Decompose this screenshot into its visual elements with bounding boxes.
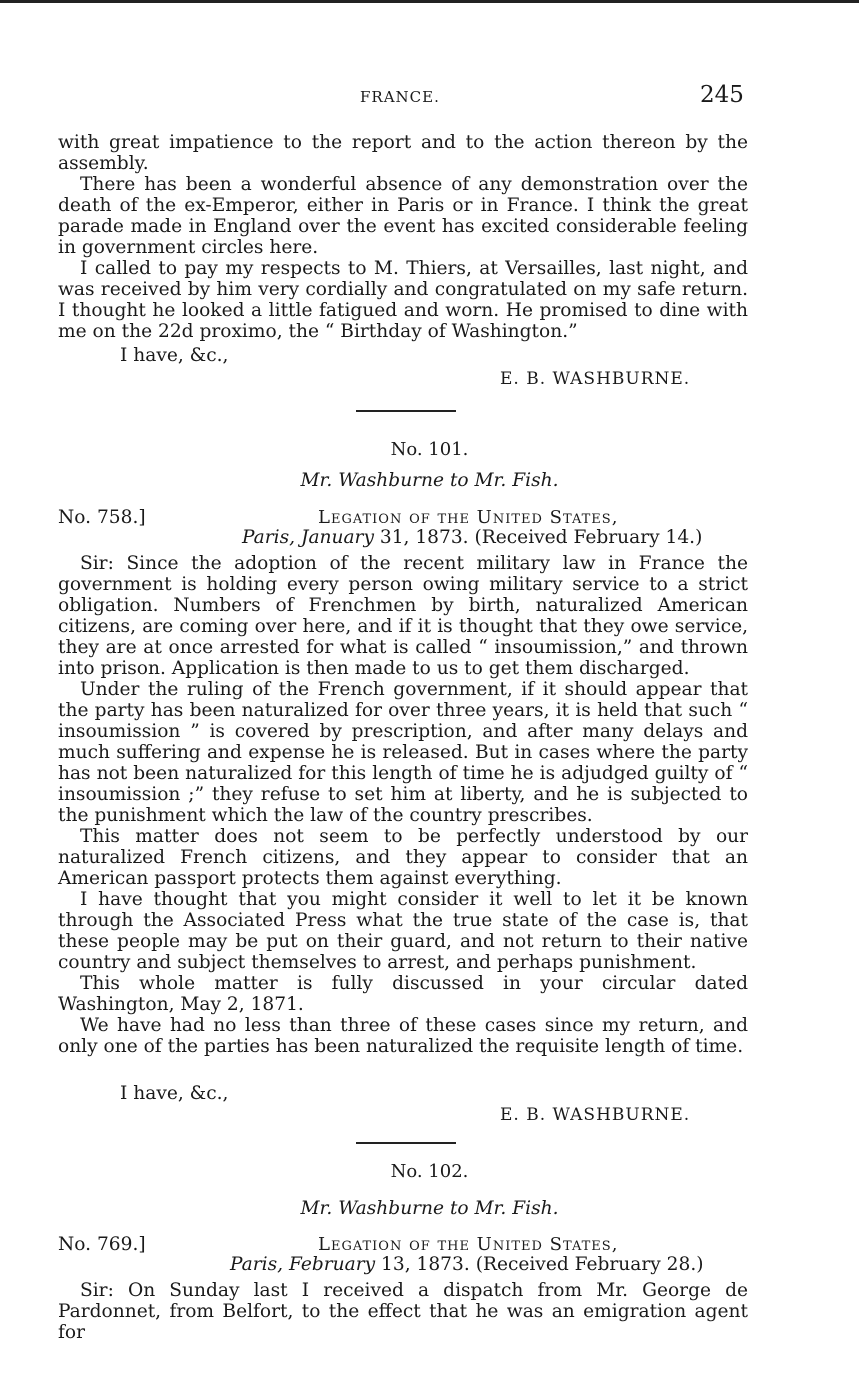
dispatch-reference: No. 758.] (58, 507, 146, 528)
date-month: February (288, 1254, 376, 1275)
signature: E. B. WASHBURNE. (500, 1105, 691, 1125)
place: Paris, (242, 527, 296, 548)
dispatch-reference: No. 769.] (58, 1234, 146, 1255)
page-top-edge (0, 0, 859, 3)
paragraph: There has been a wonderful absence of any demonstration over the death of the ex-Emperor, either in Paris or in France. I think the great parade made in England over the event has excited considerable feeling in government circles here. (58, 174, 748, 258)
place: Paris, (230, 1254, 284, 1275)
page-number: 245 (700, 82, 744, 108)
letter-body (58, 1280, 748, 1343)
date-month: January (300, 527, 374, 548)
received-note: (Received February 28.) (475, 1254, 704, 1275)
closing-salutation: I have, &c., (120, 1083, 229, 1104)
legation-heading: Legation of the United States, (318, 507, 619, 528)
closing-salutation: I have, &c., (120, 345, 229, 366)
dateline (230, 1254, 704, 1275)
paragraph: Under the ruling of the French government, if it should appear that the party has been naturalized for over three years, it is held that such “ insoumission ” is covered by prescription, and after many delays and much suffering and expense he is released. But in cases where the party has not been naturalized for this length of time he is adjudged guilty of “ insoumission ;” they refuse to set him at liberty, and he is subjected to the punishment which the law of the country prescribes. (58, 679, 748, 826)
correspondents-line: Mr. Washburne to Mr. Fish. (300, 1198, 559, 1219)
paragraph: This matter does not seem to be perfectly understood by our naturalized French citizens, and they appear to consider that an American passport protects them against everything. (58, 826, 748, 889)
paragraph: This whole matter is fully discussed in your circular dated Washington, May 2, 1871. (58, 973, 748, 1015)
letter-body (58, 553, 748, 1057)
continued-letter-body (58, 132, 748, 342)
correspondents-line: Mr. Washburne to Mr. Fish. (300, 470, 559, 491)
legation-heading: Legation of the United States, (318, 1234, 619, 1255)
signature: E. B. WASHBURNE. (500, 369, 691, 389)
document-number: No. 101. (390, 439, 469, 460)
document-number: No. 102. (390, 1161, 469, 1182)
section-divider (356, 410, 456, 412)
paragraph: Sir: On Sunday last I received a dispatch from Mr. George de Pardonnet, from Belfort, to the effect that he was an emigration agent for (58, 1280, 748, 1343)
paragraph: Sir: Since the adoption of the recent military law in France the government is holding every person owing military service to a strict obligation. Numbers of Frenchmen by birth, naturalized American citizens, are coming over here, and if it is thought that they owe service, they are at once arrested for what is called “ insoumission,” and thrown into prison. Application is then made to us to get them discharged. (58, 553, 748, 679)
paragraph: I called to pay my respects to M. Thiers, at Versailles, last night, and was received by him very cordially and congratulated on my safe return. I thought he looked a little fatigued and worn. He promised to dine with me on the 22d proximo, the “ Birthday of Washington.” (58, 258, 748, 342)
running-header (0, 82, 859, 116)
dateline (242, 527, 702, 548)
paragraph: I have thought that you might consider it well to let it be known through the Associated Press what the true state of the case is, that these people may be put on their guard, and not return to their native country and subject themselves to arrest, and perhaps punishment. (58, 889, 748, 973)
running-title: FRANCE. (360, 88, 440, 106)
date-rest: 31, 1873. (379, 527, 469, 548)
paragraph: We have had no less than three of these cases since my return, and only one of the parties has been naturalized the requisite length of time. (58, 1015, 748, 1057)
received-note: (Received February 14.) (474, 527, 703, 548)
section-divider (356, 1142, 456, 1144)
date-rest: 13, 1873. (381, 1254, 470, 1275)
paragraph: with great impatience to the report and to the action thereon by the assembly. (58, 132, 748, 174)
